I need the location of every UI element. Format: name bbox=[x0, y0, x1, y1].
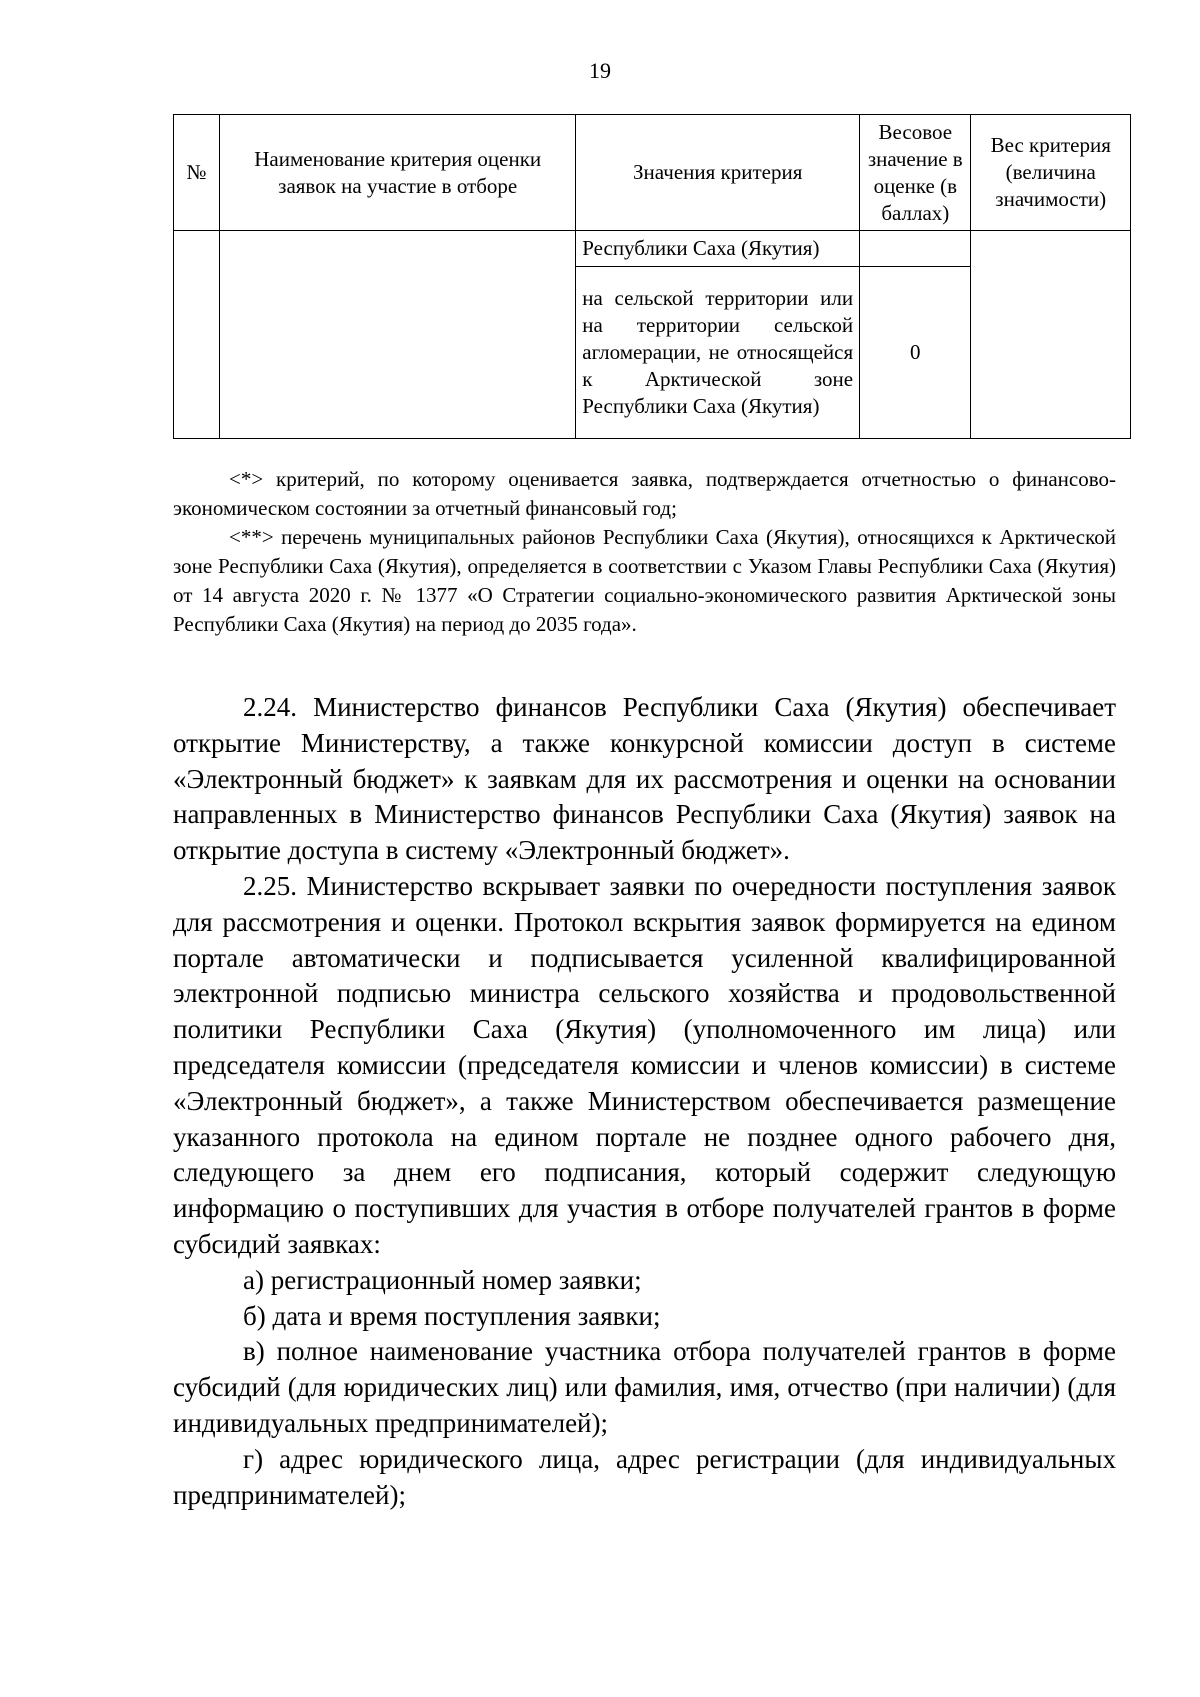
paragraph: 2.24. Министерство финансов Республики Саха (Якутия) обеспечивает открытие Министерству, а также конкурсной комиссии доступ в системе «Электронный бюджет» к заявкам для их рассмотрения и оценки на основании направленных в Министерство финансов Республики Саха (Якутия) заявок на открытие доступа в систему «Электронный бюджет». bbox=[173, 692, 1116, 866]
cell-score: 0 bbox=[860, 267, 971, 439]
cell-value: Республики Саха (Якутия) bbox=[576, 231, 860, 267]
table-header-row bbox=[174, 115, 1131, 231]
list-item: б) дата и время поступления заявки; bbox=[243, 1300, 661, 1331]
header-weight-score: Весовое значение в оценке (в баллах) bbox=[860, 115, 971, 231]
footnote: <*> критерий, по которому оценивается заявка, подтверждается отчетностью о финансово-экономическом состоянии за отчетный финансовый год; bbox=[173, 467, 1116, 520]
paragraph: 2.25. Министерство вскрывает заявки по очередности поступления заявок для рассмотрения и оценки. Протокол вскрытия заявок формируется на едином портале автоматически и подписывается усиленной квалифицированной электронной подписью министра сельского хозяйства и продовольственной политики Республики Саха (Якутия) (уполномоченного им лица) или председателя комиссии (председателя комиссии и членов комиссии) в системе «Электронный бюджет», а также Министерством обеспечивается размещение указанного протокола на едином портале не позднее одного рабочего дня, следующего за днем его подписания, который содержит следующую информацию о поступивших для участия в отборе получателей грантов в форме субсидий заявках: bbox=[173, 870, 1116, 1259]
page-number: 19 bbox=[589, 58, 611, 83]
cell-name bbox=[220, 231, 576, 439]
header-criterion-weight: Вес критерия (величина значимости) bbox=[971, 115, 1131, 231]
footnote: <**> перечень муниципальных районов Республики Саха (Якутия), относящихся к Арктической зоне Республики Саха (Якутия), определяется в соответствии с Указом Главы Республики Саха (Якутия) от 14 августа 2020 г. № 1377 «О Стратегии социально-экономического развития Арктической зоны Республики Саха (Якутия) на период до 2035 года». bbox=[173, 525, 1116, 636]
table-row bbox=[174, 231, 1131, 267]
list-item: а) регистрационный номер заявки; bbox=[243, 1264, 642, 1295]
body-text bbox=[173, 690, 1116, 1513]
footnotes bbox=[173, 465, 1116, 639]
cell-value: на сельской территории или на территории сельской агломерации, не относящейся к Арктической зоне Республики Саха (Якутия) bbox=[576, 267, 860, 439]
header-criterion-name: Наименование критерия оценки заявок на участие в отборе bbox=[220, 115, 576, 231]
cell-score bbox=[860, 231, 971, 267]
header-num: № bbox=[174, 115, 220, 231]
list-item: в) полное наименование участника отбора получателей грантов в форме субсидий (для юридических лиц) или фамилия, имя, отчество (при наличии) (для индивидуальных предпринимателей); bbox=[173, 1336, 1116, 1438]
cell-num bbox=[174, 231, 220, 439]
cell-weight bbox=[971, 231, 1131, 439]
list-item: г) адрес юридического лица, адрес регистрации (для индивидуальных предпринимателей); bbox=[173, 1443, 1116, 1510]
criteria-table bbox=[173, 114, 1131, 439]
header-criterion-values: Значения критерия bbox=[576, 115, 860, 231]
